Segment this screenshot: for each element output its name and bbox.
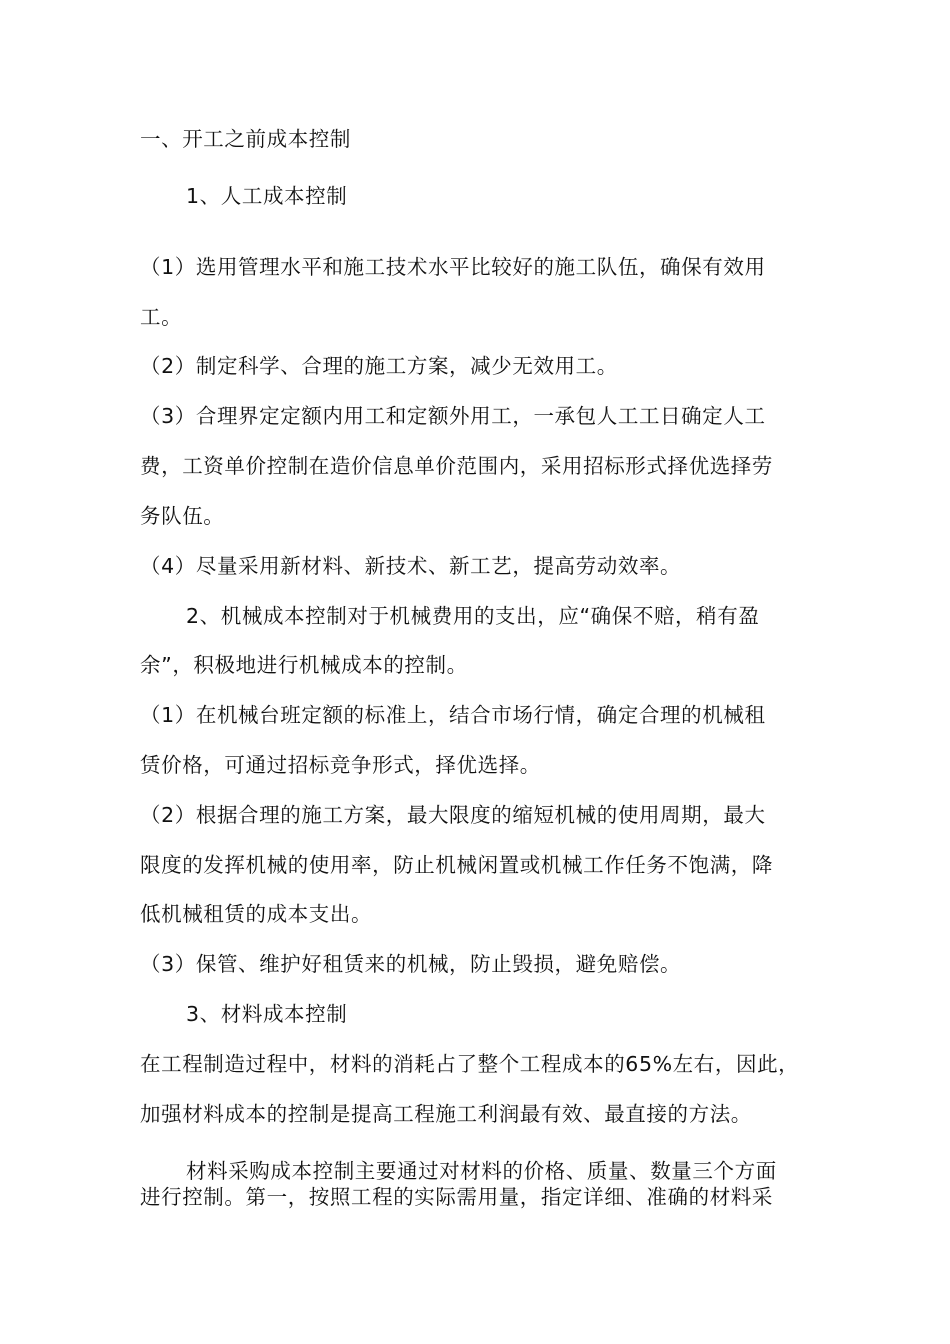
- paragraph-line: 在工程制造过程中，材料的消耗占了整个工程成本的65%左右，因此，: [140, 1052, 800, 1076]
- paragraph-line: （3）保管、维护好租赁来的机械，防止毁损，避免赔偿。: [140, 952, 682, 976]
- paragraph-line: （2）制定科学、合理的施工方案，减少无效用工。: [140, 354, 618, 378]
- paragraph-line: （1）在机械台班定额的标准上，结合市场行情，确定合理的机械租: [140, 703, 766, 727]
- paragraph-line: 进行控制。第一，按照工程的实际需用量，指定详细、准确的材料采: [140, 1185, 773, 1209]
- paragraph-line: 限度的发挥机械的使用率，防止机械闲置或机械工作任务不饱满，降: [140, 853, 773, 877]
- paragraph-line: 材料采购成本控制主要通过对材料的价格、质量、数量三个方面: [186, 1159, 777, 1183]
- paragraph-line: （1）选用管理水平和施工技术水平比较好的施工队伍，确保有效用: [140, 255, 766, 279]
- paragraph-line: 加强材料成本的控制是提高工程施工利润最有效、最直接的方法。: [140, 1102, 752, 1126]
- paragraph-line: 余”，积极地进行机械成本的控制。: [140, 653, 468, 677]
- paragraph-line: 费，工资单价控制在造价信息单价范围内，采用招标形式择优选择劳: [140, 454, 773, 478]
- paragraph-line: 低机械租赁的成本支出。: [140, 902, 373, 926]
- subsection-heading: 2、机械成本控制对于机械费用的支出，应“确保不赔，稍有盈: [186, 604, 760, 628]
- paragraph-line: （3）合理界定定额内用工和定额外用工，一承包人工工日确定人工: [140, 404, 766, 428]
- paragraph-line: （2）根据合理的施工方案，最大限度的缩短机械的使用周期，最大: [140, 803, 766, 827]
- paragraph-line: 赁价格，可通过招标竞争形式，择优选择。: [140, 753, 541, 777]
- paragraph-line: 务队伍。: [140, 504, 225, 528]
- section-heading: 一、开工之前成本控制: [140, 127, 351, 151]
- subsection-heading: 3、材料成本控制: [186, 1002, 348, 1026]
- paragraph-line: （4）尽量采用新材料、新技术、新工艺，提高劳动效率。: [140, 554, 682, 578]
- subsection-heading: 1、人工成本控制: [186, 184, 348, 208]
- paragraph-line: 工。: [140, 305, 183, 329]
